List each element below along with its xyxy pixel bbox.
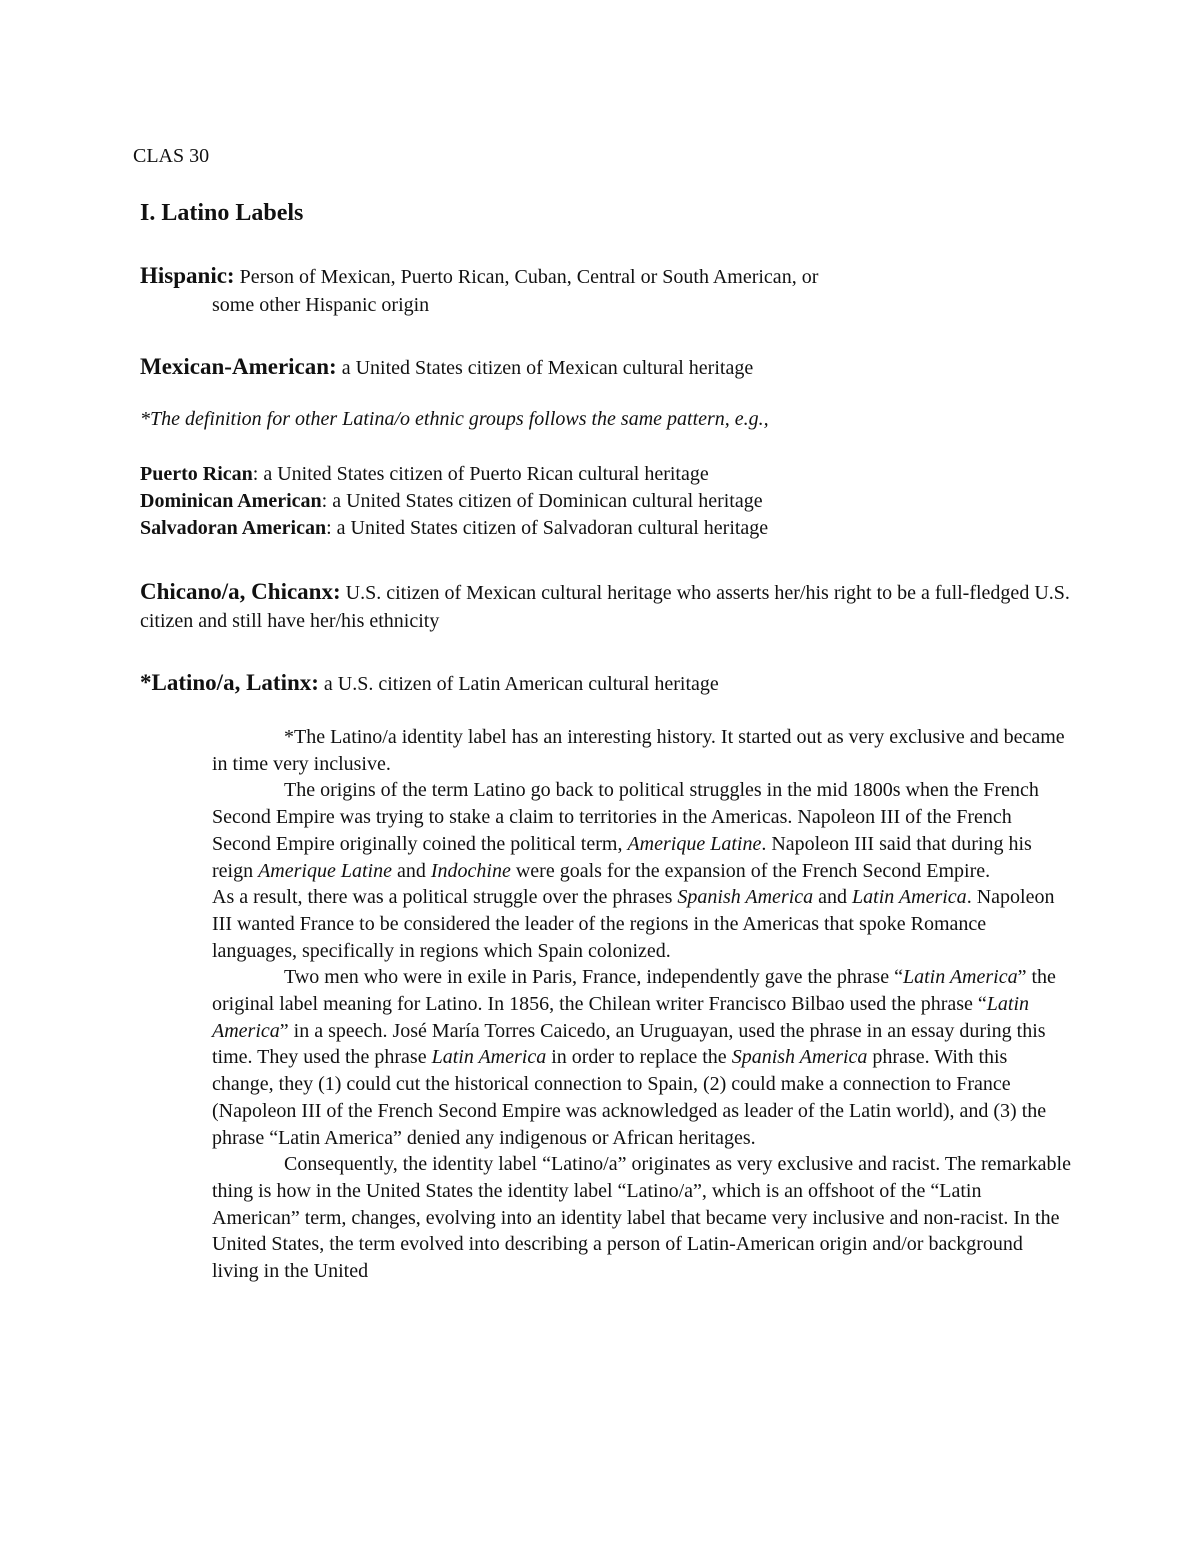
mexican-american-term: Mexican-American: xyxy=(140,354,337,379)
latino-definition xyxy=(140,669,1080,698)
mexican-american-text: a United States citizen of Mexican cultural heritage xyxy=(341,357,754,379)
example-puerto-rican xyxy=(140,461,768,488)
section-title: I. Latino Labels xyxy=(140,200,304,226)
example-salvadoran-american xyxy=(140,515,768,542)
pattern-note: *The definition for other Latina/o ethnic groups follows the same pattern, e.g., xyxy=(140,408,769,430)
example-text: : a United States citizen of Puerto Rican cultural heritage xyxy=(252,463,709,485)
mexican-american-definition xyxy=(140,353,1080,382)
hispanic-text-line2: some other Hispanic origin xyxy=(212,294,430,316)
latino-term: *Latino/a, Latinx: xyxy=(140,670,319,695)
latino-text: a U.S. citizen of Latin American cultural heritage xyxy=(323,673,719,695)
example-dominican-american xyxy=(140,488,768,515)
chicano-term: Chicano/a, Chicanx: xyxy=(140,579,341,604)
chicano-definition xyxy=(140,578,1070,635)
hispanic-term: Hispanic: xyxy=(140,263,235,288)
example-definitions xyxy=(140,461,768,542)
example-text: : a United States citizen of Dominican cultural heritage xyxy=(321,490,763,512)
example-term: Dominican American xyxy=(140,490,322,512)
history-paragraph-4: Two men who were in exile in Paris, France, independently gave the phrase “Latin America” the original label meaning for Latino. In 1856, the Chilean writer Francisco Bilbao used the phrase “Latin America” in a speech. José María Torres Caicedo, an Uruguayan, used the phrase in an essay during this time. They used the phrase Latin America in order to replace the Spanish America phrase. With this change, they (1) could cut the historical connection to Spain, (2) could make a connection to France (Napoleon III of the French Second Empire was acknowledged as leader of the Latin world), and (3) the phrase “Latin America” denied any indigenous or African heritages. xyxy=(212,966,1056,1149)
history-paragraph-5: Consequently, the identity label “Latino/a” originates as very exclusive and racist. The remarkable thing is how in the United States the identity label “Latino/a”, which is an offshoot of the “Latin American” term, changes, evolving into an identity label that became very inclusive and non-racist. In the United States, the term evolved into describing a person of Latin-American origin and/or background living in the United xyxy=(212,1153,1071,1283)
example-term: Puerto Rican xyxy=(140,463,253,485)
chicano-text: U.S. citizen of Mexican cultural heritage who asserts her/his right to be a full-fledged U.S. citizen and still have her/his ethnicity xyxy=(140,582,1070,632)
history-body xyxy=(212,724,1072,1285)
course-code: CLAS 30 xyxy=(133,145,210,167)
hispanic-definition xyxy=(140,262,1080,319)
example-text: : a United States citizen of Salvadoran cultural heritage xyxy=(326,517,769,539)
example-term: Salvadoran American xyxy=(140,517,327,539)
hispanic-text-line1: Person of Mexican, Puerto Rican, Cuban, Central or South American, or xyxy=(239,266,819,288)
history-paragraph-2: The origins of the term Latino go back to political struggles in the mid 1800s when the French Second Empire was trying to stake a claim to territories in the Americas. Napoleon III of the French Second Empire originally coined the political term, Amerique Latine. Napoleon III said that during his reign Amerique Latine and Indochine were goals for the expansion of the French Second Empire. xyxy=(212,779,1039,882)
history-paragraph-3: As a result, there was a political struggle over the phrases Spanish America and Latin America. Napoleon III wanted France to be considered the leader of the regions in the Americas that spoke Romance languages, specifically in regions which Spain colonized. xyxy=(212,886,1055,962)
history-paragraph-1: *The Latino/a identity label has an interesting history. It started out as very exclusive and became in time very inclusive. xyxy=(212,726,1065,775)
